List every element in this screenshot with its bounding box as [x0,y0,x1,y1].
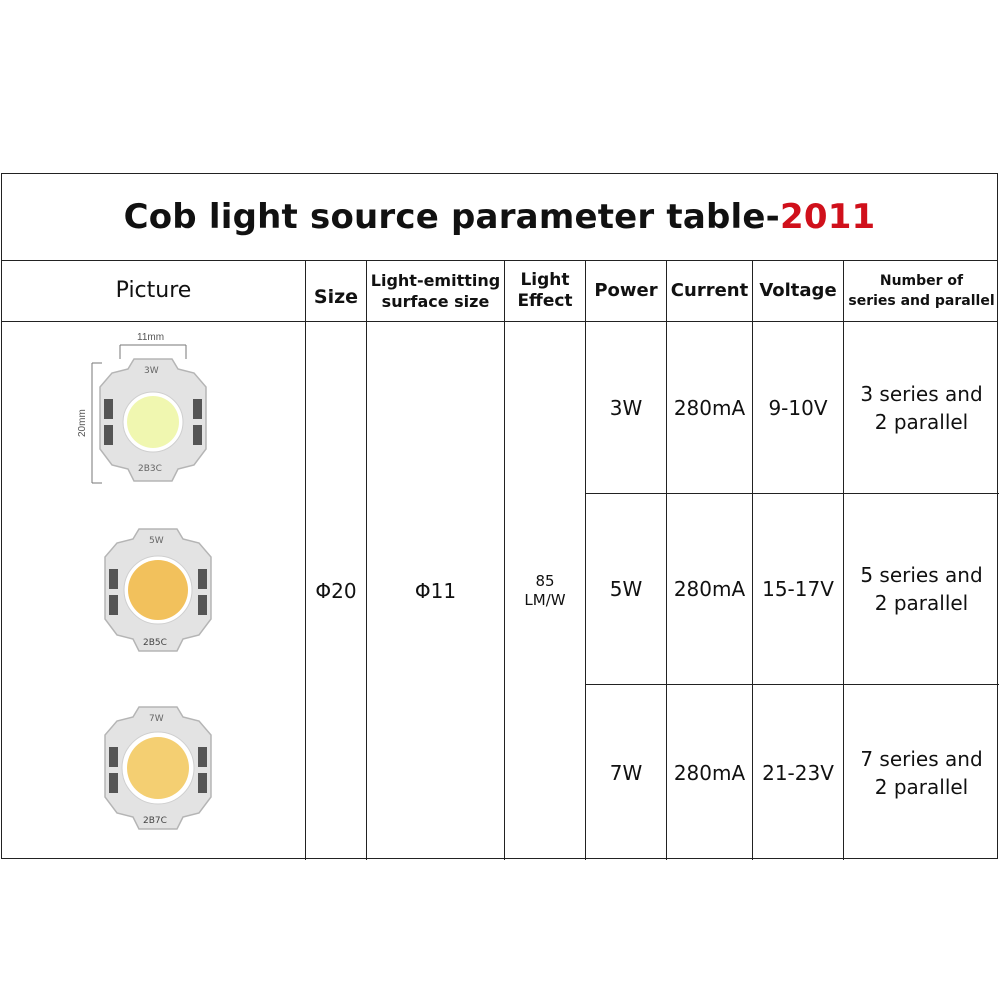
row1-series [844,322,999,493]
row3-voltage [753,685,843,860]
row3-power [586,685,666,860]
row2-power-value: 5W [609,577,643,601]
row3-series-line2: 2 parallel [874,774,969,799]
chip-picture-3w [72,329,222,489]
row1-series-line1: 3 series and [860,381,983,406]
row2-current [667,494,752,684]
header-surface [367,260,504,321]
chip-watt-label: 5W [149,536,164,546]
height-dimension-label: 20mm [77,409,88,437]
header-picture [2,260,305,321]
header-picture-label: Picture [115,278,192,303]
row2-series-line1: 5 series and [860,563,983,587]
chip-watt-label: 7W [149,714,164,724]
header-voltage-label: Voltage [759,280,837,301]
header-series-line2: series and parallel [848,292,995,309]
row2-voltage [753,494,843,684]
chip-model-label: 2B3C [138,464,162,474]
row1-current [667,322,752,493]
row3-series [844,685,999,860]
header-surface-line2: surface size [381,291,490,311]
solder-pad [109,595,118,615]
solder-pad [198,747,207,767]
solder-pad [104,425,113,445]
solder-pad [193,399,202,419]
chip-model-label: 2B5C [143,638,167,648]
solder-pad [198,773,207,793]
solder-pad [104,399,113,419]
row3-voltage-value: 21-23V [762,760,834,785]
solder-pad [198,569,207,589]
header-current [667,260,752,321]
header-current-label: Current [670,280,749,301]
row2-voltage-value: 15-17V [762,577,834,601]
solder-pad [109,747,118,767]
solder-pad [109,569,118,589]
row2-series-line2: 2 parallel [874,591,969,615]
solder-pad [109,773,118,793]
row1-voltage [753,322,843,493]
table-title [2,174,997,261]
header-power [586,260,666,321]
row1-power-value: 3W [609,395,643,420]
chip-picture-7w [87,699,227,839]
header-surface-line1: Light-emitting [370,270,501,290]
parameter-table [1,173,998,859]
header-series-line1: Number of [879,272,964,289]
header-effect-line2: Effect [517,290,573,311]
chip-model-label: 2B7C [143,816,167,826]
row1-power [586,322,666,493]
header-voltage [753,260,843,321]
row2-series [844,494,999,684]
row2-power [586,494,666,684]
row2-current-value: 280mA [673,577,746,601]
title-year: 2011 [779,197,876,237]
size-cell [306,322,366,860]
header-series [844,260,999,321]
chip-watt-label: 3W [144,366,159,376]
row3-current-value: 280mA [673,760,746,785]
row3-power-value: 7W [609,760,643,785]
header-effect-line1: Light [520,269,570,290]
row1-current-value: 280mA [673,395,746,420]
surface-cell [367,322,504,860]
effect-cell [505,322,585,860]
row1-series-line2: 2 parallel [874,409,969,434]
row3-series-line1: 7 series and [860,746,983,771]
effect-value: 85 [535,572,555,590]
led-phosphor [127,737,189,799]
led-phosphor [127,396,179,448]
title-main: Cob light source parameter table- [123,197,780,237]
header-size [306,266,366,327]
solder-pad [193,425,202,445]
surface-value: Φ11 [414,579,457,603]
header-power-label: Power [594,280,658,301]
chip-picture-5w [87,519,227,659]
effect-unit: LM/W [524,591,566,609]
size-value: Φ20 [315,579,357,603]
led-phosphor [128,560,188,620]
row3-current [667,685,752,860]
row1-voltage-value: 9-10V [768,395,828,420]
header-effect [505,260,585,321]
header-size-label: Size [313,285,359,308]
solder-pad [198,595,207,615]
width-dimension-label: 11mm [137,332,165,343]
